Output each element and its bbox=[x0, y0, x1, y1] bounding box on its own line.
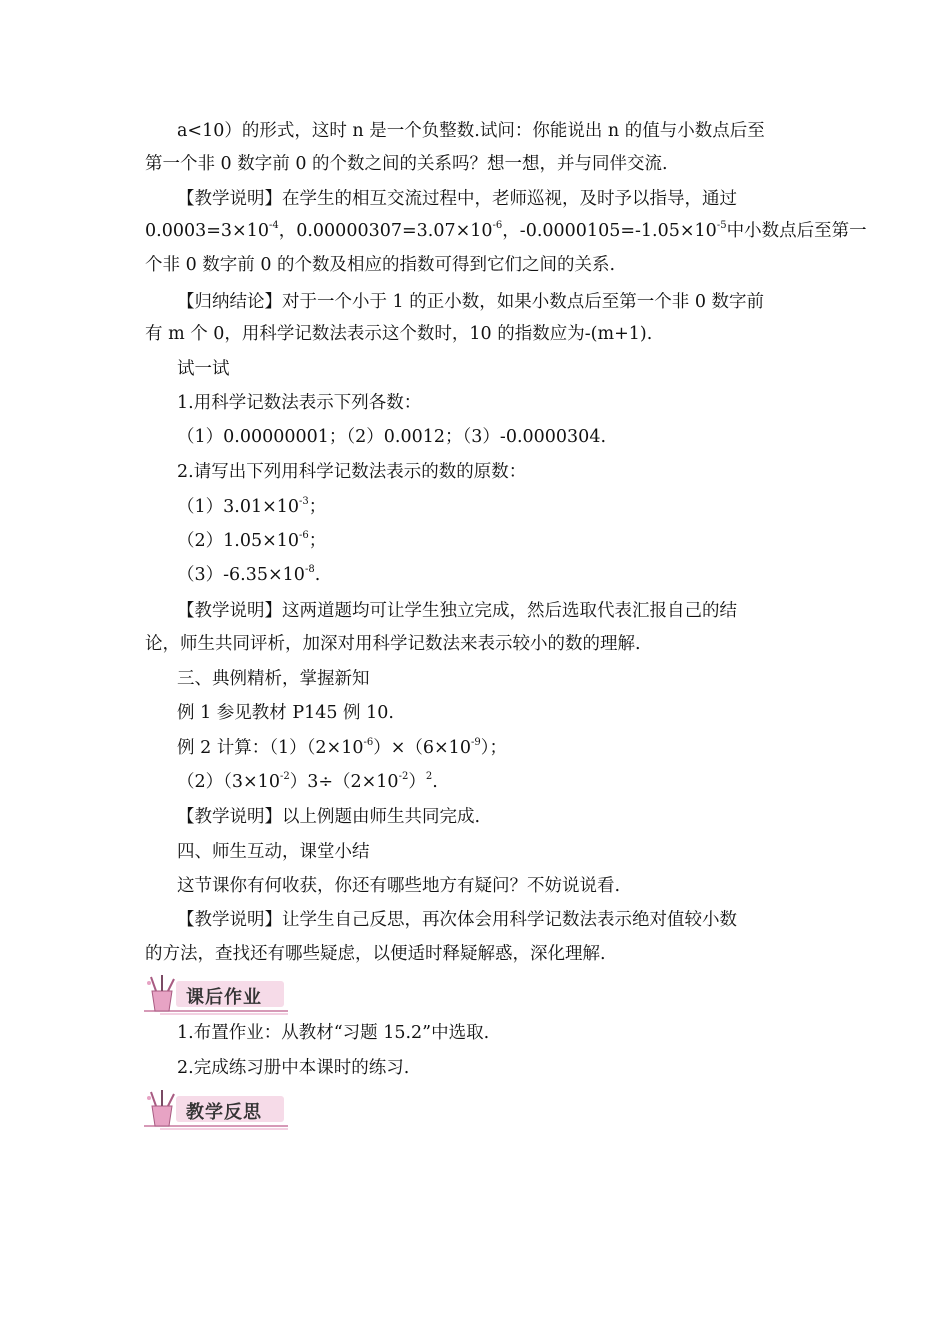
superscript: -6 bbox=[363, 737, 374, 748]
superscript: -9 bbox=[470, 737, 481, 748]
text: （3）-6.35×10 bbox=[177, 565, 305, 585]
paragraph-line: 这节课你有何收获，你还有哪些地方有疑问？不妨说说看. bbox=[177, 876, 621, 896]
paragraph-line: 例 1 参见教材 P145 例 10. bbox=[177, 703, 394, 723]
superscript: -2 bbox=[398, 771, 409, 782]
text: ）×（6×10 bbox=[373, 738, 471, 758]
paragraph-line: 试一试 bbox=[177, 359, 230, 379]
paragraph-line: 【教学说明】让学生自己反思，再次体会用科学记数法表示绝对值较小数 bbox=[177, 910, 737, 930]
superscript: -8 bbox=[304, 564, 315, 575]
paragraph-line bbox=[177, 563, 320, 587]
paragraph-line: （1）0.00000001；（2）0.0012；（3）-0.0000304. bbox=[177, 427, 607, 447]
banner-title: 课后作业 bbox=[186, 987, 262, 1008]
text: 例 2 计算：（1）（2×10 bbox=[177, 738, 364, 758]
section-heading: 四、师生互动，课堂小结 bbox=[177, 842, 370, 862]
superscript: -2 bbox=[279, 771, 290, 782]
paragraph-line bbox=[177, 736, 507, 760]
paragraph-line: 1.用科学记数法表示下列各数： bbox=[177, 393, 422, 413]
text: . bbox=[314, 565, 321, 585]
superscript: -4 bbox=[268, 220, 279, 231]
text: ，0.00000307=3.07×10 bbox=[278, 221, 493, 241]
superscript: -6 bbox=[299, 530, 309, 541]
text: ）； bbox=[480, 738, 507, 758]
text: （2）（3×10 bbox=[177, 772, 280, 792]
reflection-banner bbox=[140, 1088, 290, 1132]
text: 0.0003=3×10 bbox=[145, 221, 269, 241]
paragraph-line: 【归纳结论】对于一个小于 1 的正小数，如果小数点后至第一个非 0 数字前 bbox=[177, 292, 765, 312]
paragraph-line: 第一个非 0 数字前 0 的个数之间的关系吗？想一想，并与同伴交流. bbox=[145, 154, 668, 174]
superscript: -5 bbox=[716, 220, 727, 231]
text: ； bbox=[308, 497, 327, 517]
superscript: -3 bbox=[299, 496, 309, 507]
paragraph-line bbox=[177, 529, 326, 553]
paragraph-line: a<10）的形式，这时 n 是一个负整数.试问：你能说出 n 的值与小数点后至 bbox=[177, 121, 765, 141]
paragraph-line: 2.请写出下列用科学记数法表示的数的原数： bbox=[177, 462, 527, 482]
paragraph-line: 【教学说明】以上例题由师生共同完成. bbox=[177, 807, 481, 827]
text: ） bbox=[408, 772, 426, 792]
section-heading: 三、典例精析，掌握新知 bbox=[177, 669, 370, 689]
text: ）3÷（2×10 bbox=[289, 772, 399, 792]
paragraph-line: 有 m 个 0，用科学记数法表示这个数时，10 的指数应为-(m+1). bbox=[145, 324, 653, 344]
paragraph-line bbox=[145, 219, 867, 243]
superscript: 2 bbox=[425, 771, 433, 782]
paragraph-line bbox=[177, 770, 438, 794]
text: （1）3.01×10 bbox=[177, 497, 300, 517]
paragraph-line: 2.完成练习册中本课时的练习. bbox=[177, 1058, 410, 1078]
text: ，-0.0000105=-1.05×10 bbox=[502, 221, 717, 241]
homework-banner bbox=[140, 973, 290, 1017]
text: 中小数点后至第一 bbox=[726, 221, 867, 241]
banner-title: 教学反思 bbox=[186, 1102, 262, 1123]
paragraph-line: 论，师生共同评析，加深对用科学记数法来表示较小的数的理解. bbox=[145, 634, 641, 654]
paragraph-line: 个非 0 数字前 0 的个数及相应的指数可得到它们之间的关系. bbox=[145, 255, 616, 275]
paragraph-line bbox=[177, 495, 326, 519]
text: . bbox=[432, 772, 438, 792]
paragraph-line: 1.布置作业：从教材“习题 15.2”中选取. bbox=[177, 1023, 490, 1043]
paragraph-line: 【教学说明】在学生的相互交流过程中，老师巡视，及时予以指导，通过 bbox=[177, 189, 737, 209]
text: （2）1.05×10 bbox=[177, 531, 300, 551]
paragraph-line: 【教学说明】这两道题均可让学生独立完成，然后选取代表汇报自己的结 bbox=[177, 601, 737, 621]
text: ； bbox=[308, 531, 327, 551]
paragraph-line: 的方法，查找还有哪些疑虑，以便适时释疑解惑，深化理解. bbox=[145, 944, 606, 964]
superscript: -6 bbox=[492, 220, 503, 231]
